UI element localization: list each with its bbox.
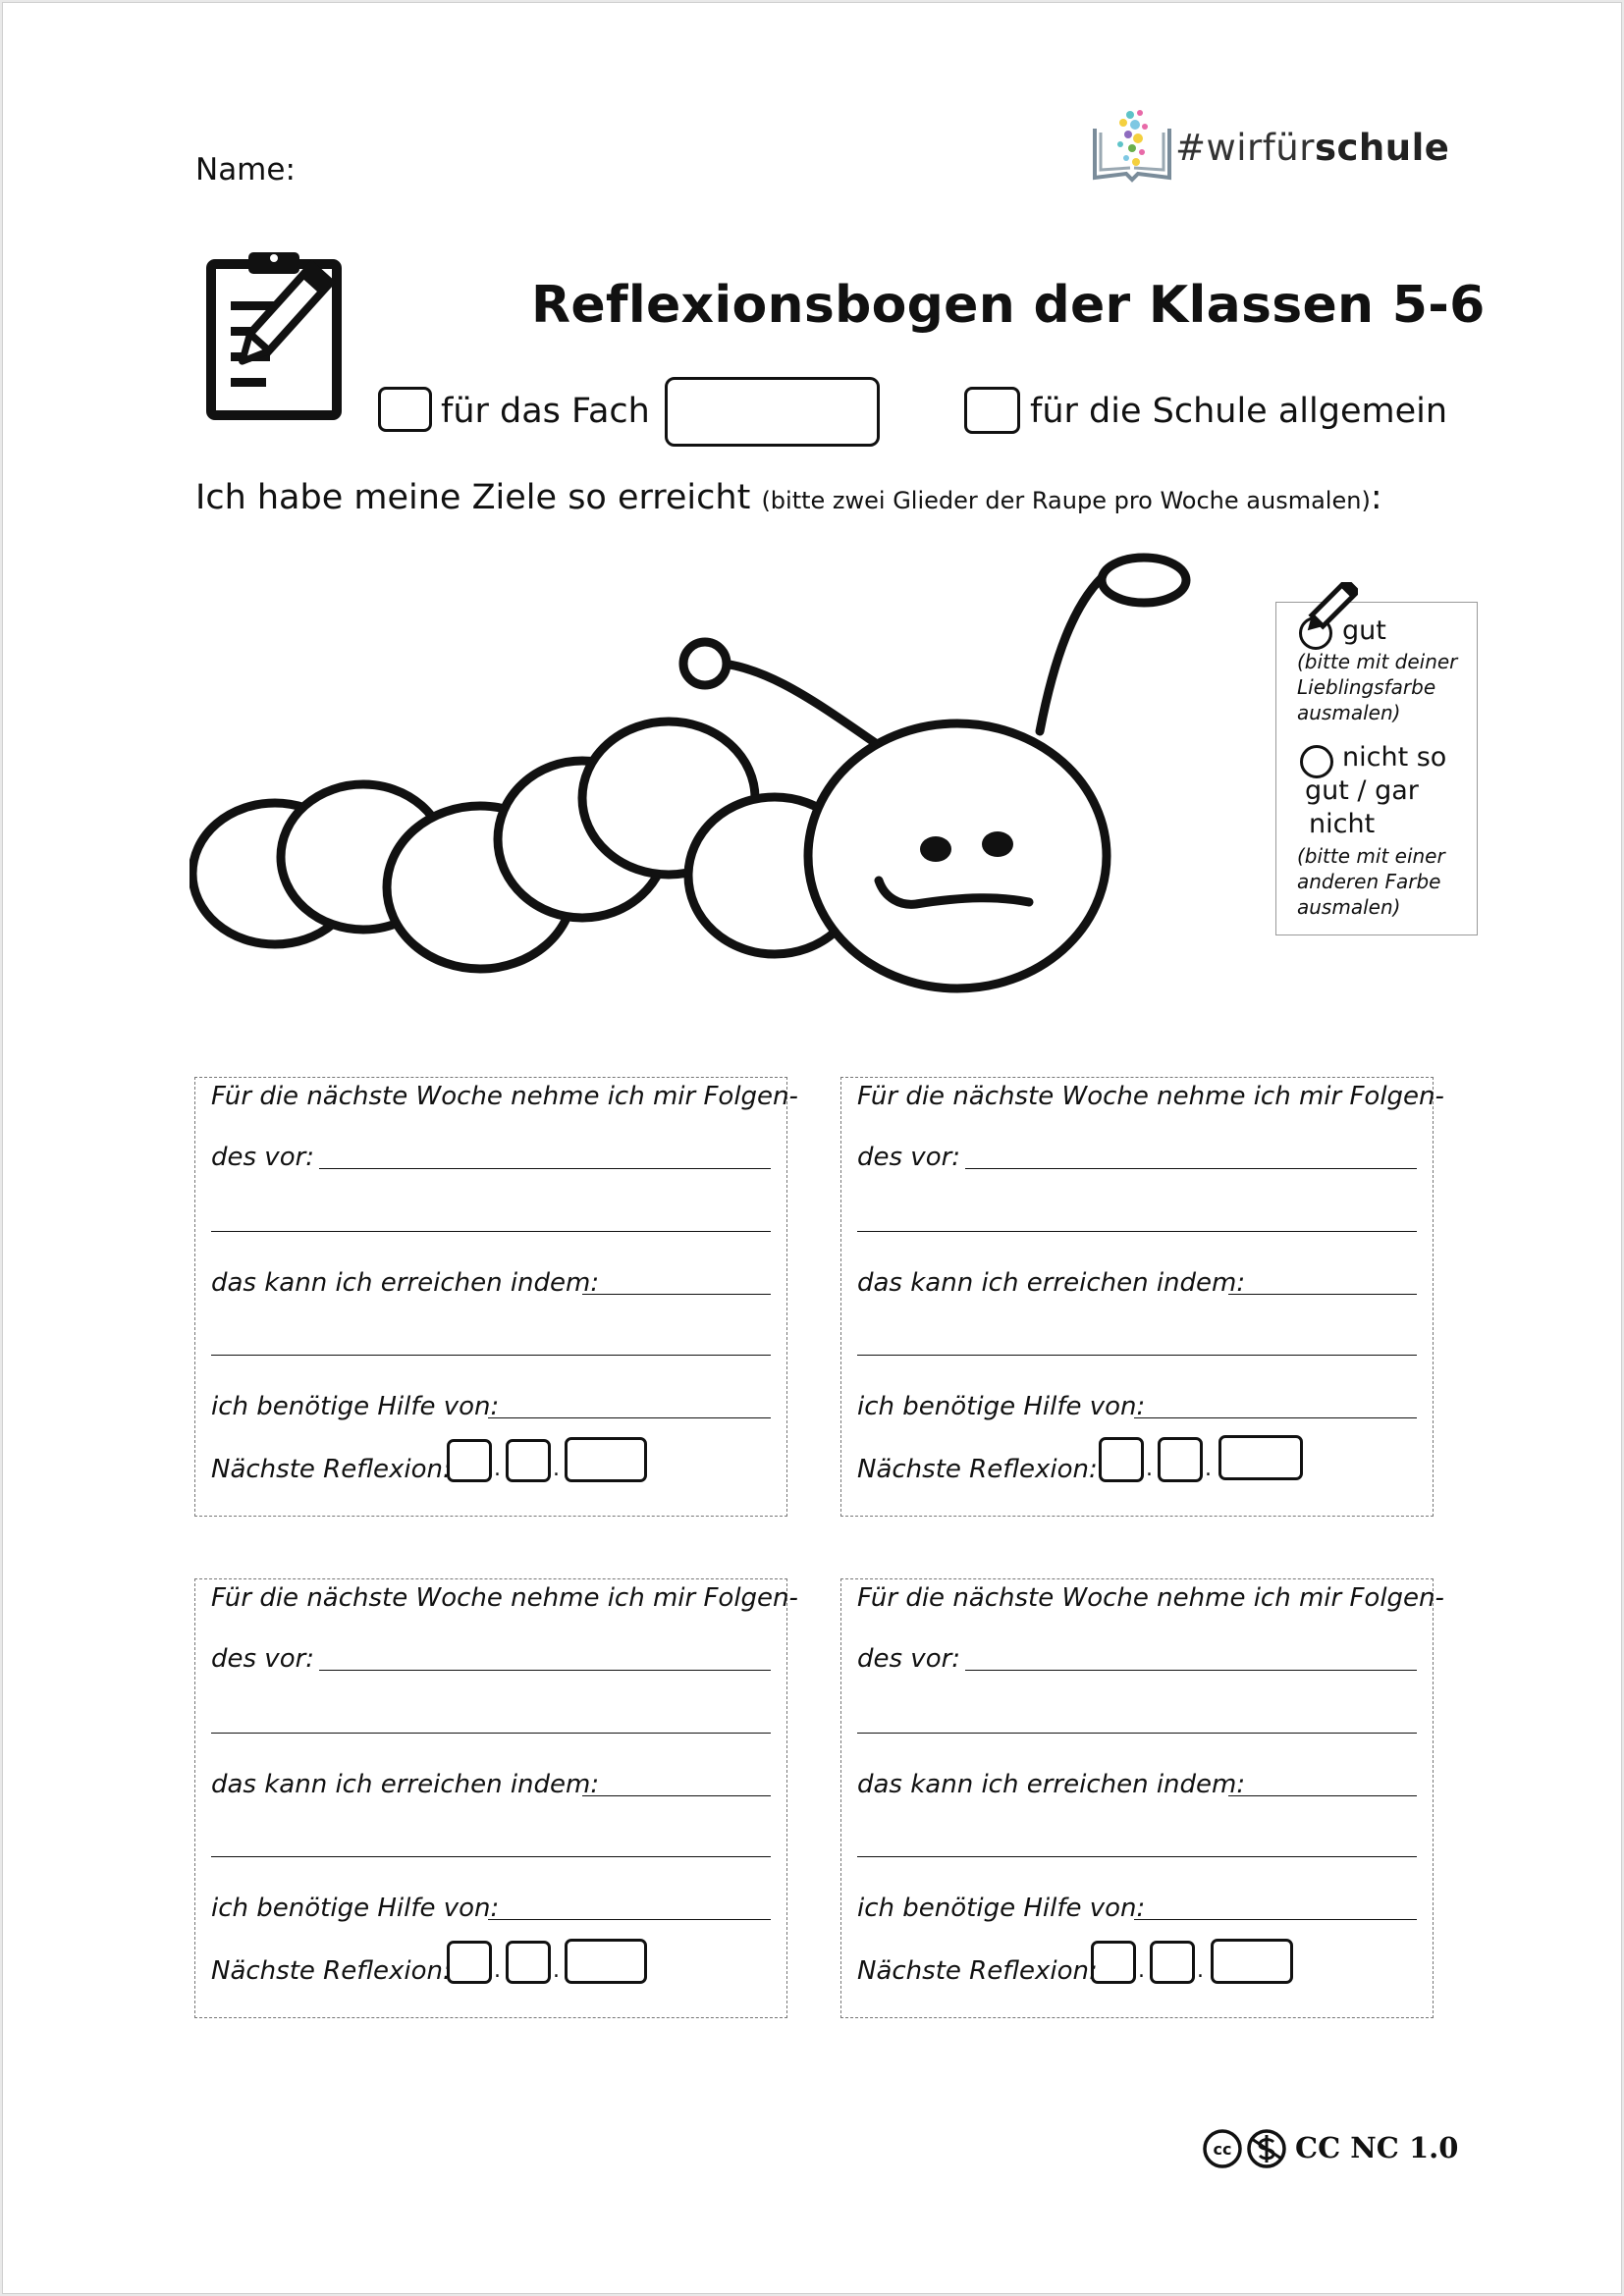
day-box[interactable] <box>447 1439 492 1482</box>
help-label: ich benötige Hilfe von: <box>211 1894 500 1923</box>
year-box[interactable] <box>1218 1435 1303 1480</box>
worksheet-page <box>2 2 1622 2294</box>
creative-commons-icon <box>1205 2131 1240 2166</box>
weekly-goal-card-3: Für die nächste Woche nehme ich mir Folgen- des vor: das kann ich erreichen indem: ich benötige Hilfe von: Nächste Reflexion: . . <box>194 1578 787 2018</box>
card-intro: Für die nächste Woche nehme ich mir Folgen- <box>211 1583 798 1613</box>
month-box[interactable] <box>506 1439 551 1482</box>
achieve-line-1[interactable] <box>1228 1795 1417 1796</box>
goal-line-1[interactable] <box>319 1670 771 1671</box>
fach-label: für das Fach <box>441 392 650 431</box>
achieve-line-2[interactable] <box>211 1856 771 1857</box>
gut-label: gut <box>1342 615 1386 646</box>
achieve-label: das kann ich erreichen indem: <box>857 1268 1246 1298</box>
nicht-label: nicht so gut / gar nicht <box>1305 742 1447 839</box>
help-line[interactable] <box>1134 1919 1417 1920</box>
fach-input-box[interactable] <box>665 377 880 447</box>
next-reflection-label: Nächste Reflexion: <box>857 1956 1098 1986</box>
day-box[interactable] <box>447 1941 492 1984</box>
month-box[interactable] <box>1158 1437 1203 1482</box>
card-intro: Für die nächste Woche nehme ich mir Folgen- <box>857 1583 1444 1613</box>
day-box[interactable] <box>1091 1941 1136 1984</box>
gut-hint: (bitte mit deiner Lieblingsfarbe ausmalen) <box>1297 650 1458 724</box>
help-label: ich benötige Hilfe von: <box>211 1392 500 1421</box>
clipboard-pencil-icon <box>205 246 372 421</box>
achieve-line-1[interactable] <box>1228 1294 1417 1295</box>
antenna-right <box>1040 572 1108 731</box>
caterpillar-drawing <box>189 543 1211 994</box>
help-line[interactable] <box>488 1417 771 1418</box>
achieve-line-2[interactable] <box>211 1355 771 1356</box>
card-intro-cont: des vor: <box>211 1644 315 1674</box>
achieve-line-1[interactable] <box>582 1795 771 1796</box>
next-reflection-label: Nächste Reflexion: <box>857 1455 1098 1484</box>
card-intro: Für die nächste Woche nehme ich mir Folgen- <box>211 1082 798 1111</box>
goal-line-2[interactable] <box>211 1733 771 1734</box>
achieve-label: das kann ich erreichen indem: <box>857 1770 1246 1799</box>
year-box[interactable] <box>565 1939 647 1984</box>
goal-line-1[interactable] <box>965 1670 1417 1671</box>
license-text: CC NC 1.0 <box>1295 2131 1459 2164</box>
page-title: Reflexionsbogen der Klassen 5-6 <box>531 276 1486 335</box>
card-intro-cont: des vor: <box>211 1143 315 1172</box>
card-intro-cont: des vor: <box>857 1143 961 1172</box>
card-intro: Für die nächste Woche nehme ich mir Folgen- <box>857 1082 1444 1111</box>
year-box[interactable] <box>565 1437 647 1482</box>
next-reflection-label: Nächste Reflexion: <box>211 1956 452 1986</box>
antenna-left <box>704 663 877 744</box>
goal-line-2[interactable] <box>211 1231 771 1232</box>
month-box[interactable] <box>1150 1941 1195 1984</box>
achieve-line-1[interactable] <box>582 1294 771 1295</box>
next-reflection-label: Nächste Reflexion: <box>211 1455 452 1484</box>
weekly-goal-card-1: Für die nächste Woche nehme ich mir Folgen- des vor: das kann ich erreichen indem: ich benötige Hilfe von: Nächste Reflexion: . . <box>194 1077 787 1517</box>
card-intro-cont: des vor: <box>857 1644 961 1674</box>
year-box[interactable] <box>1211 1939 1293 1984</box>
goal-line-1[interactable] <box>319 1168 771 1169</box>
fach-checkbox[interactable] <box>378 387 432 432</box>
schule-label: für die Schule allgemein <box>1030 392 1448 431</box>
month-box[interactable] <box>506 1941 551 1984</box>
goal-line-1[interactable] <box>965 1168 1417 1169</box>
help-label: ich benötige Hilfe von: <box>857 1894 1146 1923</box>
nicht-hint: (bitte mit einer anderen Farbe ausmalen) <box>1297 844 1445 919</box>
svg-text:cc: cc <box>1213 2140 1232 2159</box>
license-icons <box>1203 2127 1291 2170</box>
help-line[interactable] <box>488 1919 771 1920</box>
weekly-goal-card-4: Für die nächste Woche nehme ich mir Folgen- des vor: das kann ich erreichen indem: ich benötige Hilfe von: Nächste Reflexion: . . <box>840 1578 1434 2018</box>
achieve-line-2[interactable] <box>857 1856 1417 1857</box>
achieve-label: das kann ich erreichen indem: <box>211 1770 600 1799</box>
help-line[interactable] <box>1134 1417 1417 1418</box>
caterpillar-head <box>808 723 1107 988</box>
goal-instruction: Ich habe meine Ziele so erreicht (bitte zwei Glieder der Raupe pro Woche ausmalen): <box>195 478 1382 517</box>
achieve-line-2[interactable] <box>857 1355 1417 1356</box>
logo-text: #wirfürschule <box>1175 127 1450 169</box>
non-commercial-icon <box>1249 2131 1284 2166</box>
achieve-label: das kann ich erreichen indem: <box>211 1268 600 1298</box>
schule-checkbox[interactable] <box>964 387 1020 434</box>
day-box[interactable] <box>1099 1437 1144 1482</box>
name-label: Name: <box>195 152 296 187</box>
goal-line-2[interactable] <box>857 1733 1417 1734</box>
help-label: ich benötige Hilfe von: <box>857 1392 1146 1421</box>
weekly-goal-card-2: Für die nächste Woche nehme ich mir Folgen- des vor: das kann ich erreichen indem: ich benötige Hilfe von: Nächste Reflexion: . . <box>840 1077 1434 1517</box>
goal-line-2[interactable] <box>857 1231 1417 1232</box>
